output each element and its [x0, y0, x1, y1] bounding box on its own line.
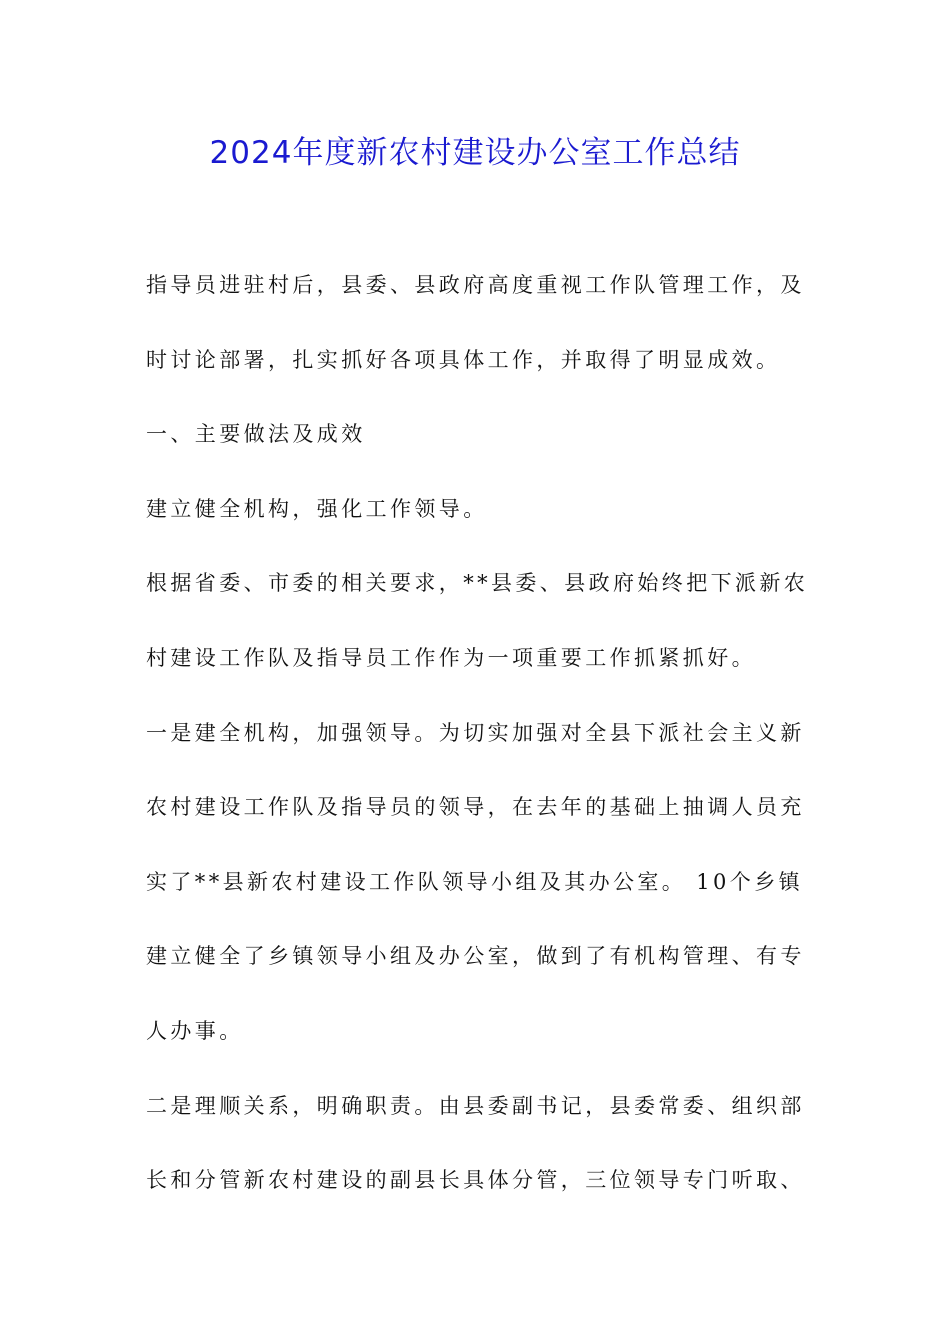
body-line: 根据省委、市委的相关要求，**县委、县政府始终把下派新农	[146, 571, 808, 596]
body-line: 实了**县新农村建设工作队领导小组及其办公室。 10个乡镇	[146, 869, 803, 894]
body-line: 长和分管新农村建设的副县长具体分管，三位领导专门听取、	[146, 1168, 805, 1193]
body-line: 人办事。	[146, 1018, 244, 1043]
body-line: 一是建全机构，加强领导。为切实加强对全县下派社会主义新	[146, 720, 805, 745]
body-line: 建立健全机构，强化工作领导。	[146, 496, 488, 521]
section-heading: 一、主要做法及成效	[146, 422, 366, 447]
body-line: 建立健全了乡镇领导小组及办公室，做到了有机构管理、有专	[146, 944, 805, 969]
body-line: 农村建设工作队及指导员的领导，在去年的基础上抽调人员充	[146, 795, 805, 820]
body-line: 指导员进驻村后，县委、县政府高度重视工作队管理工作，及	[146, 273, 805, 297]
document-body	[146, 262, 808, 1232]
body-line: 时讨论部署，扎实抓好各项具体工作，并取得了明显成效。	[146, 347, 781, 372]
body-line: 村建设工作队及指导员工作作为一项重要工作抓紧抓好。	[146, 645, 756, 670]
body-line: 二是理顺关系，明确职责。由县委副书记，县委常委、组织部	[146, 1093, 805, 1118]
document-title: 2024年度新农村建设办公室工作总结	[209, 135, 741, 171]
